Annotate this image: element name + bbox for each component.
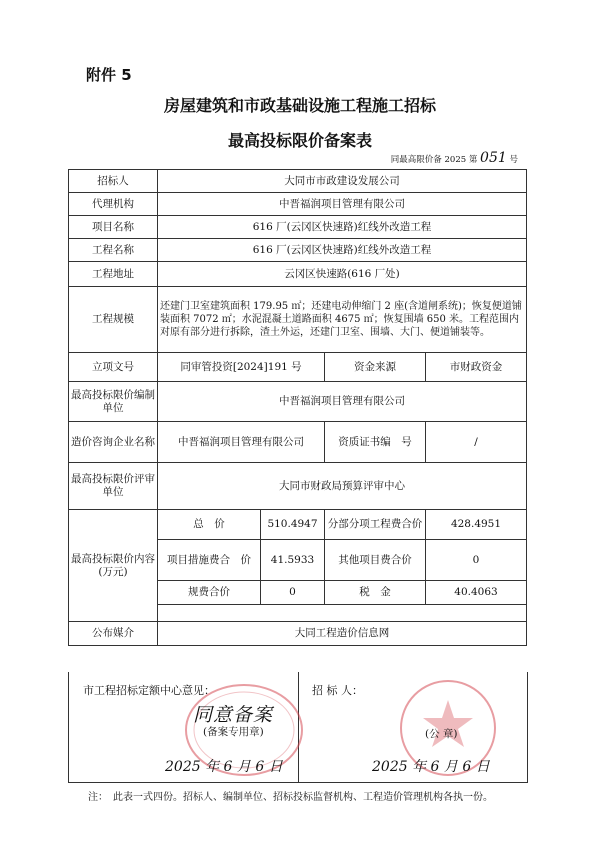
consulting-label: 造价咨询企业名称 [69, 422, 158, 463]
fee-label: 规费合价 [158, 581, 261, 605]
filing-number [391, 150, 518, 166]
tax-label: 税 金 [325, 581, 426, 605]
price-content-label: 最高投标限价内容(万元) [69, 510, 158, 622]
scale-label: 工程规模 [69, 287, 158, 353]
measures-cost-value: 41.5933 [261, 540, 325, 581]
official-seal-label: (公 章) [425, 728, 458, 740]
certificate-value: / [426, 422, 527, 463]
center-opinion-heading: 市工程招标定额中心意见： [83, 684, 215, 697]
engineering-name-label: 工程名称 [69, 239, 158, 262]
filing-handwritten-number: 051 [480, 150, 507, 166]
compiler-value: 中晋福润项目管理有限公司 [158, 382, 527, 422]
compiler-label: 最高投标限价编制单位 [69, 382, 158, 422]
price-blank-row [158, 605, 527, 622]
project-name-value: 616 厂(云冈区快速路)红线外改造工程 [158, 216, 527, 239]
total-price-value: 510.4947 [261, 510, 325, 540]
right-date: 2025 年 6 月 6 日 [372, 759, 490, 775]
filing-table [68, 169, 527, 646]
tenderer-label: 招标人 [69, 170, 158, 193]
signature-area [68, 672, 528, 783]
media-value: 大同工程造价信息网 [158, 622, 527, 646]
filing-seal-label: (备案专用章) [203, 726, 264, 738]
subitem-cost-value: 428.4951 [426, 510, 527, 540]
media-label: 公布媒介 [69, 622, 158, 646]
left-date: 2025 年 6 月 6 日 [165, 759, 283, 775]
agency-value: 中晋福润项目管理有限公司 [158, 193, 527, 216]
reviewer-value: 大同市财政局预算评审中心 [158, 463, 527, 510]
other-cost-value: 0 [426, 540, 527, 581]
engineering-name-value: 616 厂(云冈区快速路)红线外改造工程 [158, 239, 527, 262]
other-cost-label: 其他项目费合价 [325, 540, 426, 581]
approval-handwriting: 同意备案 [193, 704, 274, 726]
consulting-value: 中晋福润项目管理有限公司 [158, 422, 325, 463]
footnote: 注： 此表一式四份。招标人、编制单位、招标投标监督机构、工程造价管理机构各执一份。 [88, 792, 493, 803]
scale-value: 还建门卫室建筑面积 179.95 ㎡；还建电动伸缩门 2 座(含道闸系统)；恢复便道铺装面积 7072 ㎡；水泥混凝土道路面积 4675 ㎡；恢复围墙 650 米。工程范围内对原有部分进行拆除，渣土外运，还建门卫室、围墙、大门、便道铺装等。 [158, 287, 527, 353]
subitem-cost-label: 分部分项工程费合价 [325, 510, 426, 540]
attachment-label: 附件 5 [86, 66, 132, 84]
fund-source-value: 市财政资金 [426, 353, 527, 382]
measures-cost-label: 项目措施费合 价 [158, 540, 261, 581]
project-name-label: 项目名称 [69, 216, 158, 239]
total-price-label: 总 价 [158, 510, 261, 540]
tenderer-heading: 招 标 人： [312, 684, 363, 697]
reviewer-label: 最高投标限价评审单位 [69, 463, 158, 510]
agency-label: 代理机构 [69, 193, 158, 216]
fund-source-label: 资金来源 [325, 353, 426, 382]
title-line-2: 最高投标限价备案表 [227, 131, 372, 150]
approval-value: 同审管投资[2024]191 号 [158, 353, 325, 382]
filing-suffix: 号 [509, 155, 518, 165]
approval-label: 立项文号 [69, 353, 158, 382]
filing-prefix: 同最高限价备 2025 第 [390, 155, 478, 165]
address-label: 工程地址 [69, 262, 158, 287]
address-value: 云冈区快速路(616 厂处) [158, 262, 527, 287]
tax-value: 40.4063 [426, 581, 527, 605]
title-line-1: 房屋建筑和市政基础设施工程施工招标 [163, 96, 436, 115]
certificate-label: 资质证书编 号 [325, 422, 426, 463]
fee-value: 0 [261, 581, 325, 605]
tenderer-value: 大同市市政建设发展公司 [158, 170, 527, 193]
